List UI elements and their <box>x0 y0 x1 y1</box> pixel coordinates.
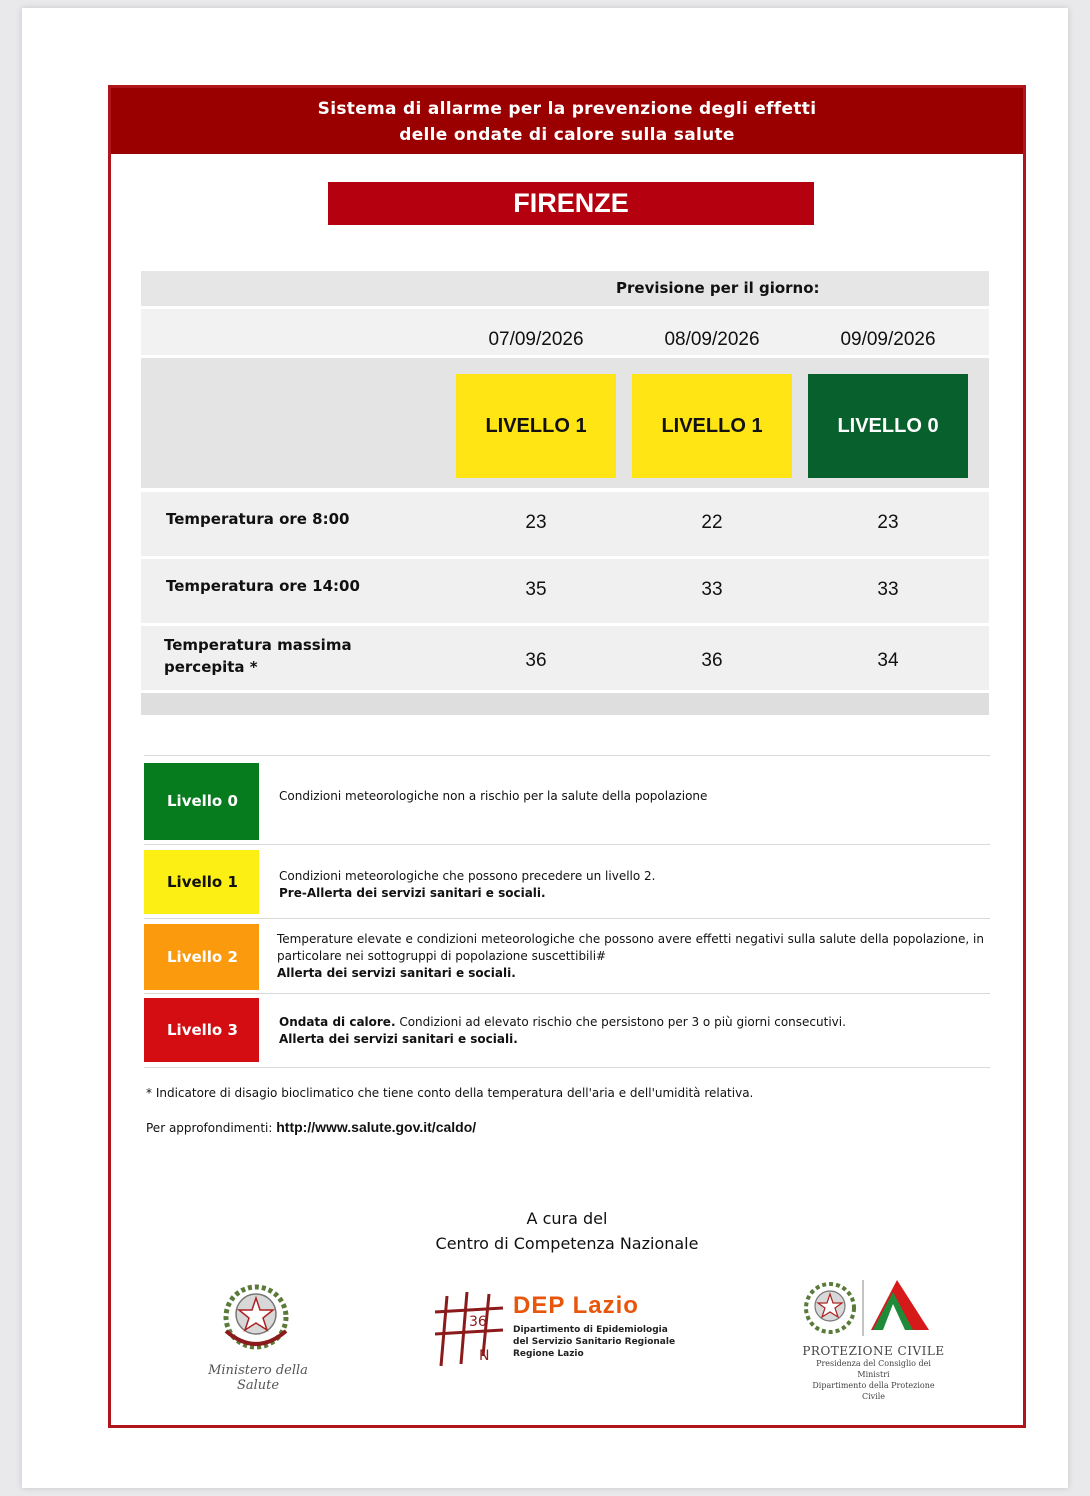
credits-line-1: A cura del <box>526 1209 608 1228</box>
legend-level-3-action: Allerta dei servizi sanitari e sociali. <box>279 1032 518 1046</box>
svg-text:N: N <box>479 1348 490 1364</box>
svg-text:36: 36 <box>469 1314 487 1330</box>
legend-level-1-badge: Livello 1 <box>144 850 259 914</box>
credits <box>111 1206 1023 1256</box>
dep-line-2: del Servizio Sanitario Regionale <box>513 1337 676 1347</box>
table-cell: 22 <box>701 512 723 533</box>
table-cell: 36 <box>525 650 547 671</box>
protezione-civile-emblem-icon <box>801 1278 946 1340</box>
table-row <box>141 559 989 623</box>
ministero-logo-text: Ministero della Salute <box>208 1363 308 1393</box>
legend-level-2-text <box>277 931 984 982</box>
legend-level-1-text <box>279 868 984 902</box>
table-row <box>141 626 989 690</box>
dep-lazio-subtitle <box>513 1324 675 1360</box>
legend-level-2-desc: Temperature elevate e condizioni meteorologiche che possono avere effetti negativi sulla salute della popolazione, in particolare nei sottogruppi di popolazione suscettibili# <box>277 932 984 963</box>
dep-lazio-title: DEP Lazio <box>513 1292 639 1319</box>
pc-line-1: Presidenza del Consiglio dei Ministri <box>816 1359 931 1379</box>
date-day-3: 09/09/2026 <box>840 329 936 350</box>
header-line-1: Sistema di allarme per la prevenzione degli effetti <box>317 99 817 119</box>
legend-level-3-lead: Ondata di calore. <box>279 1015 396 1029</box>
forecast-heading: Previsione per il giorno: <box>616 279 820 297</box>
dep-line-1: Dipartimento di Epidemiologia <box>513 1325 668 1335</box>
date-day-1: 07/09/2026 <box>488 329 584 350</box>
forecast-levels-row <box>141 358 989 488</box>
table-footer-bar <box>141 693 989 715</box>
level-badge-day-2: LIVELLO 1 <box>632 374 792 478</box>
credits-line-2: Centro di Competenza Nazionale <box>435 1234 699 1253</box>
divider <box>144 918 990 919</box>
bulletin-frame <box>108 85 1026 1428</box>
row-label: Temperatura ore 14:00 <box>166 577 360 595</box>
forecast-heading-bar <box>141 271 989 306</box>
legend-level-3-desc <box>279 1014 984 1031</box>
legend-level-1-desc: Condizioni meteorologiche che possono precedere un livello 2. <box>279 869 656 883</box>
document-page <box>22 8 1068 1488</box>
date-day-2: 08/09/2026 <box>664 329 760 350</box>
table-row <box>141 492 989 556</box>
table-cell: 23 <box>525 512 547 533</box>
legend-level-2-badge: Livello 2 <box>144 924 259 990</box>
ministero-salute-logo <box>199 1281 317 1393</box>
table-cell: 35 <box>525 579 547 600</box>
forecast-dates-row <box>141 309 989 355</box>
row-label <box>164 634 352 678</box>
legend-level-0-badge: Livello 0 <box>144 763 259 840</box>
more-info <box>146 1119 476 1135</box>
city-title: FIRENZE <box>328 182 814 225</box>
legend-level-3-desc-text: Condizioni ad elevato rischio che persistono per 3 o più giorni consecutivi. <box>395 1015 846 1029</box>
table-cell: 34 <box>877 650 899 671</box>
pc-line-2: Dipartimento della Protezione Civile <box>812 1381 935 1401</box>
header-line-2: delle ondate di calore sulla salute <box>399 125 735 145</box>
table-cell: 33 <box>877 579 899 600</box>
level-badge-day-3: LIVELLO 0 <box>808 374 968 478</box>
legend-level-1-action: Pre-Allerta dei servizi sanitari e sociali. <box>279 886 546 900</box>
legend-level-3-text <box>279 1014 984 1048</box>
table-cell: 23 <box>877 512 899 533</box>
divider <box>144 755 990 756</box>
legend-level-3-badge: Livello 3 <box>144 998 259 1062</box>
protezione-civile-logo <box>801 1278 946 1401</box>
divider <box>144 993 990 994</box>
header-banner <box>111 88 1023 154</box>
row-label-line-1: Temperatura massima <box>164 636 352 654</box>
table-cell: 33 <box>701 579 723 600</box>
dep-line-3: Regione Lazio <box>513 1349 584 1359</box>
legend-level-0-text: Condizioni meteorologiche non a rischio per la salute della popolazione <box>279 789 708 803</box>
row-label-line-2: percepita * <box>164 658 258 676</box>
more-info-label: Per approfondimenti: <box>146 1121 273 1135</box>
legend-level-2-action: Allerta dei servizi sanitari e sociali. <box>277 966 516 980</box>
footnote-indicator: * Indicatore di disagio bioclimatico che tiene conto della temperatura dell'aria e dell'umidità relativa. <box>146 1086 754 1100</box>
divider <box>144 844 990 845</box>
level-badge-day-1: LIVELLO 1 <box>456 374 616 478</box>
dep-grid-mark-icon <box>433 1286 509 1370</box>
dep-lazio-logo <box>433 1286 693 1381</box>
divider <box>144 1067 990 1068</box>
table-cell: 36 <box>701 650 723 671</box>
row-label: Temperatura ore 8:00 <box>166 510 350 528</box>
italian-emblem-icon <box>199 1281 317 1355</box>
more-info-link[interactable]: http://www.salute.gov.it/caldo/ <box>276 1119 477 1135</box>
protezione-civile-title: PROTEZIONE CIVILE <box>802 1344 945 1358</box>
